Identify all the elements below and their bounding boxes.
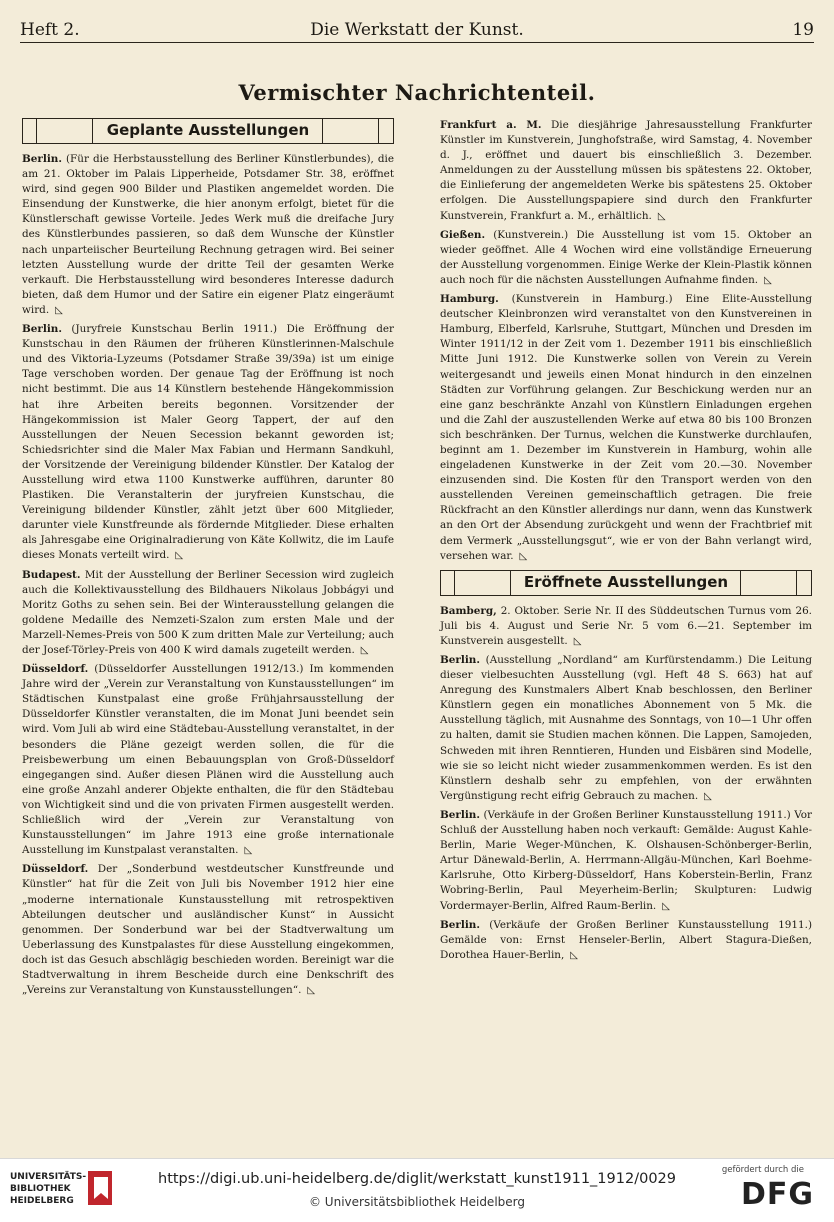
dfg-logo: DFG: [740, 1177, 814, 1212]
end-mark-icon: ◺: [662, 900, 670, 912]
news-entry: [440, 808, 812, 914]
running-head: [20, 14, 814, 42]
news-entry: [22, 322, 394, 564]
journal-title: Die Werkstatt der Kunst.: [310, 20, 524, 40]
page-title: Vermischter Nachrichtenteil.: [238, 80, 596, 105]
left-column: [22, 118, 394, 1002]
end-mark-icon: ◺: [764, 274, 772, 286]
news-entry: [22, 152, 394, 318]
funding-note: gefördert durch die: [721, 1165, 804, 1175]
entry-text: (Für die Herbstausstellung des Berliner Künstlerbundes), die am 21. Oktober im Palais Lipperheide, Potsdamer Str. 38, eröffnet wird, sind gegen 900 Bilder und Plastiken angemeldet worden. Die Einsendung der Kunstwerke, die hier anonym erfolgt, bietet für die Künstlerschaft gewisse Vorteile. Jedes Werk muß die dreifache Jury des Künstlerbundes passieren, so daß dem Wunsche der Künstler nach unparteiischer Beurteilung Rechnung getragen wird. Bei seiner letzten Ausstellung wurde der dritte Teil der gesamten Werke verkauft. Die Herbstausstellung wird besonderes Interesse dadurch bieten, daß dem Humor und der Satire ein eigener Platz eingeräumt wird.: [22, 153, 394, 316]
entry-place: Berlin.: [440, 654, 480, 666]
entry-place: Berlin.: [22, 323, 62, 336]
entry-text: 2. Oktober. Serie Nr. II des Süddeutschen Turnus vom 26. Juli bis 4. August und Serie Nr. 5 vom 6.—21. September im Kunstverein ausgestellt.: [440, 604, 812, 647]
right-column: [440, 118, 812, 967]
entry-text: (Kunstverein in Hamburg.) Eine Elite-Ausstellung deutscher Kleinbronzen wird veranstaltet von den Kunstvereinen in Hamburg, Elberfeld, Karlsruhe, Stuttgart, München und Dresden im Winter 1911/12 in der Zeit vom 1. Dezember 1911 bis einschließlich Mitte Juni 1912. Die Kunstwerke sollen von Verein zu Verein weitergesandt und jeweils einen Monat hindurch in den einzelnen Städten zur Vorführung gelangen. Zur Beschickung werden nur an eine ganz beschränkte Anzahl von Künstlern Einladungen ergehen und die Zahl der auszustellenden Werke auf etwa 80 bis 100 Bronzen sich beschränken. Der Turnus, welchen die Kunstwerke durchlaufen, beginnt am 1. Dezember im Kunstverein in Hamburg, wohin alle eingeladenen Kunstwerke in der Zeit vom 20.—30. November einzusenden sind. Die Kosten für den Transport werden von den ausstellenden Vereinen gemeinschaftlich getragen. Die freie Rückfracht an den Künstler allerdings nur dann, wenn das Kunstwerk an den Ort der Absendung zurückgeht und wenn der Frachtbrief mit dem Vermerk „Ausstellungsgut“, wie er von der Bahn verlangt wird, versehen war.: [440, 293, 812, 562]
entry-text: Mit der Ausstellung der Berliner Secession wird zugleich auch die Kollektivausstellung des Bildhauers Nikolaus Jobbágyi und Moritz Goths zu sehen sein. Bei der Winterausstellung gelangen die goldene Medaille des Nemzeti-Szalon zum ersten Male und der Marzell-Nemes-Preis von 500 K zum dritten Male zur Verteilung; auch der Josef-Törley-Preis von 400 K wird damals zugeteilt werden.: [22, 568, 395, 656]
entry-text: (Ausstellung „Nordland“ am Kurfürstendamm.) Die Leitung dieser vielbesuchten Ausstellung (vgl. Heft 48 S. 663) hat auf Anregung des Kunstmalers Albert Knab beschlossen, den Berliner Künstlern gegen ein monatliches Abonnement von 5 Mk. die Ausstellung täglich, mit Ausnahme des Sonntags, von 10—1 Uhr offen zu halten, damit sie Studien machen können. Die Lappen, Samojeden, Schweden mit ihren Renntieren, Hunden und Eisbären sind Modelle, wie sie so leicht nicht wieder zusammenkommen werden. Es ist den Künstlern deshalb sehr zu empfehlen, von der erwähnten Vergünstigung recht eifrig Gebrauch zu machen.: [440, 654, 812, 802]
end-mark-icon: ◺: [570, 949, 578, 961]
entry-text: Die diesjährige Jahresausstellung Frankfurter Künstler im Kunstverein, Junghofstraße, wird Samstag, 4. November d. J., eröffnet und dauert bis einschließlich 3. Dezember. Anmeldungen zu der Ausstellung müssen bis spätestens 22. Oktober, die Einlieferung der angemeldeten Werke bis spätestens 25. Oktober erfolgen. Die Ausstellungspapiere sind durch den Frankfurter Kunstverein, Frankfurt a. M., erhältlich.: [440, 119, 812, 222]
news-entry: [440, 292, 812, 564]
library-footer: [0, 1158, 834, 1222]
entry-place: Gießen.: [440, 228, 486, 241]
entry-place: Berlin.: [440, 808, 480, 821]
news-entry: [22, 568, 394, 659]
end-mark-icon: ◺: [657, 210, 666, 222]
entry-place: Düsseldorf.: [22, 663, 89, 676]
news-entries: [440, 118, 812, 564]
end-mark-icon: ◺: [704, 790, 712, 802]
entry-text: (Verkäufe der Großen Berliner Kunstausstellung 1911.) Gemälde von: Ernst Henseler-Berlin, Albert Stagura-Dießen, Dorothea Hauer-Berlin,: [440, 918, 812, 961]
entry-place: Hamburg.: [440, 293, 499, 306]
news-entry: [440, 918, 812, 963]
end-mark-icon: ◺: [519, 550, 528, 562]
news-entry: [440, 118, 812, 224]
logo-text-line: HEIDELBERG: [10, 1196, 74, 1206]
logo-text-line: BIBLIOTHEK: [10, 1184, 71, 1194]
entry-place: Berlin.: [440, 918, 480, 931]
entry-place: Budapest.: [22, 568, 81, 581]
permalink-url[interactable]: https://digi.ub.uni-heidelberg.de/diglit/werkstatt_kunst1911_1912/0029: [158, 1171, 676, 1187]
entry-text: (Düsseldorfer Ausstellungen 1912/13.) Im kommenden Jahre wird der „Verein zur Veranstaltung von Kunstausstellungen“ im Städtischen Kunstpalast eine große Frühjahrsausstellung der Düsseldorfer Künstler veranstalten, die im Monat Juni beendet sein wird. Vom Juli ab wird eine Städtebau-Ausstellung veranstaltet, in der besonders die Pläne gezeigt werden sollen, die für die Preisbewerbung um einen Bebauungsplan von Groß-Düsseldorf eingegangen sind. Außer diesen Plänen wird die Ausstellung auch eine große Anzahl anderer Objekte enthalten, die für den Städtebau von Wichtigkeit sind und die von privaten Firmen ausgestellt werden. Schließlich wird der „Verein zur Veranstaltung von Kunstausstellungen“ im Jahre 1913 eine große internationale Ausstellung im Kunstpalast veranstalten.: [22, 663, 394, 857]
end-mark-icon: ◺: [55, 304, 63, 316]
section-heading: Geplante Ausstellungen: [106, 121, 310, 139]
news-entry: [22, 662, 394, 858]
issue-label: Heft 2.: [20, 20, 80, 40]
end-mark-icon: ◺: [360, 645, 369, 656]
entry-text: Der „Sonderbund westdeutscher Kunstfreunde und Künstler“ hat für die Zeit von Juli bis November 1912 hier eine „moderne internationale Kunstausstellung mit retrospektiven Abteilungen deutscher und ausländischer Kunst“ in Aussicht genommen. Der Sonderbund war bei der Stadtverwaltung um Ueberlassung des Kunstpalastes für diese Ausstellung eingekommen, doch ist das Gesuch abschlägig beschieden worden. Bereinigt war die Stadtverwaltung in ihrem Bescheide durch eine Denkschrift des „Vereins zur Veranstaltung von Kunstausstellungen“.: [22, 863, 394, 997]
entry-place: Düsseldorf.: [22, 863, 89, 876]
section-heading-box: [22, 118, 394, 144]
news-entry: [22, 862, 394, 998]
logo-text-line: UNIVERSITÄTS-: [10, 1172, 87, 1182]
section-heading: Eröffnete Ausstellungen: [523, 572, 729, 591]
end-mark-icon: ◺: [573, 635, 582, 647]
header-rule: [20, 42, 814, 43]
news-entry: [440, 228, 812, 288]
end-mark-icon: ◺: [307, 985, 316, 997]
news-entry: [440, 604, 812, 649]
entry-place: Bamberg,: [440, 604, 497, 617]
copyright-notice: © Universitätsbibliothek Heidelberg: [308, 1195, 525, 1209]
end-mark-icon: ◺: [175, 550, 184, 562]
entry-text: (Verkäufe in der Großen Berliner Kunstausstellung 1911.) Vor Schluß der Ausstellung haben noch verkauft: Gemälde: August Kahle-Berlin, Marie Weger-München, K. Olshausen-Schönberger-Berlin, Artur Dänewald-Berlin, A. Herrmann-Allgäu-München, Karl Boehme-Karlsruhe, Otto Kirberg-Düsseldorf, Hans Koberstein-Berlin, Franz Wobring-Berlin, Paul Meyerheim-Berlin; Skulpturen: Ludwig Vordermayer-Berlin, Alfred Raum-Berlin.: [440, 808, 812, 912]
entry-text: (Juryfreie Kunstschau Berlin 1911.) Die Eröffnung der Kunstschau in den Räumen der früheren Künstlerinnen-Malschule und des Viktoria-Lyzeums (Potsdamer Straße 39/39a) ist um einige Tage verschoben worden. Der genaue Tag der Eröffnung ist noch nicht bestimmt. Die aus 14 Künstlern bestehende Hängekommission hat ihre Arbeiten bereits begonnen. Vorsitzender der Hängekommission ist Maler Georg Tappert, der auf den Ausstellungen der Neuen Secession bekannt geworden ist; Schiedsrichter sind die Maler Max Fabian und Hermann Sandkuhl, der Vorsitzende der Vereinigung bildender Künstler. Der Katalog der Ausstellung wird etwa 1100 Kunstwerke aufführen, darunter 80 Plastiken. Die Veranstalterin der juryfreien Kunstschau, die Vereinigung bildender Künstler, zählt jetzt über 600 Mitglieder, darunter viele Kunstfreunde als fördernde Mitglieder. Diese erhalten als Jahresgabe eine Originalradierung von Käte Kollwitz, die im Laufe dieses Monats verteilt wird.: [22, 323, 394, 562]
entry-place: Frankfurt a. M.: [440, 119, 542, 131]
section-heading-box: [440, 570, 812, 596]
page-number: 19: [792, 20, 814, 40]
entry-place: Berlin.: [22, 153, 62, 165]
end-mark-icon: ◺: [244, 845, 253, 857]
entry-text: (Kunstverein.) Die Ausstellung ist vom 15. Oktober an wieder geöffnet. Alle 4 Wochen wird eine vollständige Erneuerung der Ausstellung vorgenommen. Einige Werke der Klein-Plastik können auch noch für die nächsten Ausstellungen Aufnahme finden.: [440, 228, 812, 286]
news-entries: [440, 604, 812, 963]
news-entry: [440, 653, 812, 804]
news-entries: [22, 152, 394, 998]
